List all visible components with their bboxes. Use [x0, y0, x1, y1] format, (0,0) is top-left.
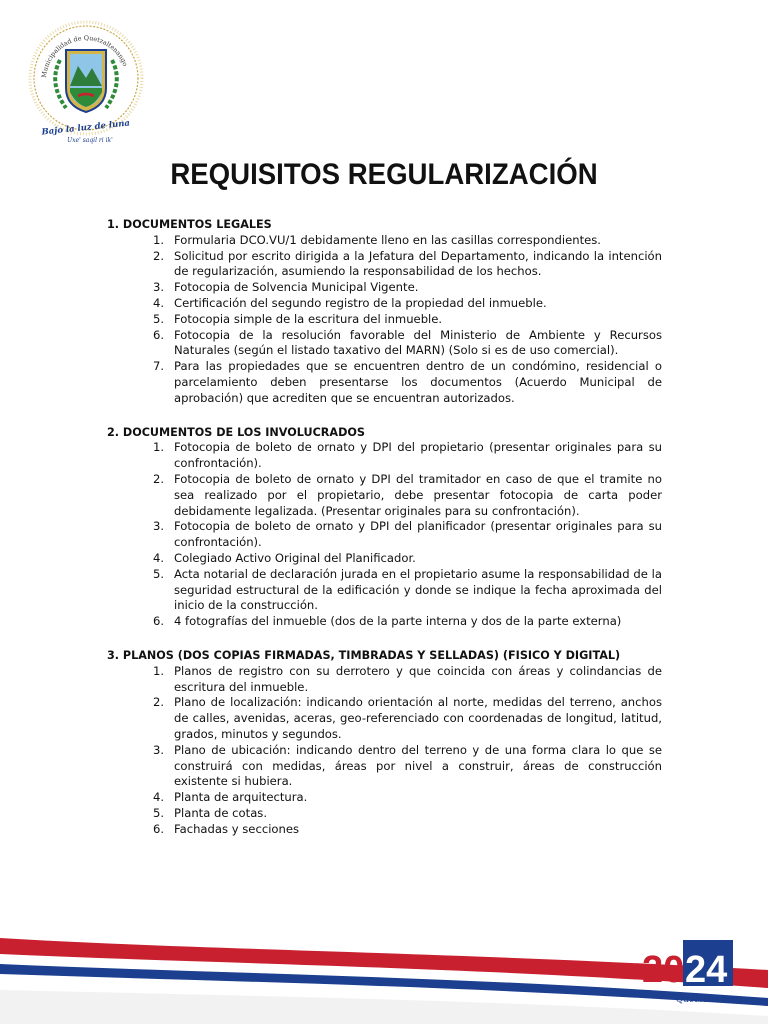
item-number: 6.: [153, 327, 165, 342]
list-item: [107, 806, 662, 822]
requirements-list: [107, 233, 662, 407]
list-item: [107, 359, 662, 406]
document-title: REQUISITOS REGULARIZACIÓN: [170, 158, 598, 191]
item-number: 3.: [153, 742, 165, 757]
item-text: Fotocopia simple de la escritura del inmueble.: [174, 311, 443, 326]
item-text: Planta de cotas.: [174, 805, 268, 820]
item-number: 2.: [153, 471, 165, 486]
footer-city-signature: Quetzaltenango: [676, 995, 749, 1005]
item-number: 6.: [153, 614, 165, 629]
item-text: Planos de registro con su derrotero y que coincida con áreas y colindancias de escritura del inmueble.: [174, 663, 662, 694]
item-text: Fotocopia de Solvencia Municipal Vigente.: [174, 280, 419, 295]
section-legal-documents: [107, 217, 662, 407]
year-prefix: 20: [642, 949, 685, 991]
requirements-content: [107, 217, 662, 855]
item-text: Colegiado Activo Original del Planificador.: [174, 550, 416, 565]
item-text: Planta de arquitectura.: [174, 790, 308, 805]
list-item: [107, 743, 662, 790]
item-text: Plano de localización: indicando orientación al norte, medidas del terreno, anchos de calles, avenidas, aceras, geo-referenciado con coordenadas de longitud, latitud, grados, minutos y segundos.: [174, 695, 662, 741]
item-text: Fotocopia de boleto de ornato y DPI del planificador (presentar originales para su confrontación).: [174, 519, 662, 550]
list-item: [107, 822, 662, 838]
requirements-list: [107, 664, 662, 838]
list-item: [107, 328, 662, 360]
item-number: 1.: [153, 232, 165, 247]
item-number: 2.: [153, 695, 165, 710]
list-item: [107, 664, 662, 696]
section-heading: 1. DOCUMENTOS LEGALES: [107, 218, 272, 231]
list-item: [107, 472, 662, 519]
item-text: Fotocopia de boleto de ornato y DPI del propietario (presentar originales para su confrontación).: [174, 440, 662, 471]
item-number: 3.: [153, 519, 165, 534]
item-text: Plano de ubicación: indicando dentro del terreno y de una forma clara lo que se construirá con medidas, áreas por nivel a construir, áreas de construcción existente si hubiera.: [174, 742, 662, 789]
item-number: 6.: [153, 821, 165, 836]
list-item: [107, 233, 662, 249]
item-text: Certificación del segundo registro de la propiedad del inmueble.: [174, 295, 547, 310]
item-text: 4 fotografías del inmueble (dos de la parte interna y dos de la parte externa): [174, 614, 622, 629]
logo-motto: Bajo la luz de luna: [41, 118, 131, 138]
list-item: [107, 567, 662, 614]
item-text: Fachadas y secciones: [174, 821, 300, 836]
item-text: Acta notarial de declaración jurada en el propietario asume la responsabilidad de la seguridad estructural de la edificación y donde se indique la fecha aproximada del inicio de la construcción.: [174, 566, 662, 613]
list-item: [107, 280, 662, 296]
item-number: 5.: [153, 805, 165, 820]
item-text: Formularia DCO.VU/1 debidamente lleno en las casillas correspondientes.: [174, 232, 601, 247]
item-number: 5.: [153, 311, 165, 326]
list-item: [107, 614, 662, 630]
section-involved-documents: [107, 425, 662, 630]
logo-ring-text: Municipalidad de Quetzaltenango: [39, 33, 130, 79]
item-text: Para las propiedades que se encuentren dentro de un condómino, residencial o parcelamiento deben presentarse los documentos (Acuerdo Municipal de aprobación) que acrediten que se encuentran autorizados.: [174, 359, 662, 405]
list-item: [107, 249, 662, 281]
item-text: Fotocopia de la resolución favorable del Ministerio de Ambiente y Recursos Naturales (según el listado taxativo del MARN) (Solo si es de uso comercial).: [174, 327, 662, 358]
requirements-list: [107, 440, 662, 630]
list-item: [107, 519, 662, 551]
item-number: 3.: [153, 280, 165, 295]
year-suffix: 24: [685, 949, 728, 991]
item-number: 4.: [153, 295, 165, 310]
item-number: 1.: [153, 440, 165, 455]
item-number: 1.: [153, 663, 165, 678]
item-number: 5.: [153, 566, 165, 581]
item-text: Fotocopia de boleto de ornato y DPI del tramitador en caso de que el tramite no sea realizado por el propietario, debe presentar fotocopia de carta poder debidamente legalizada. (Presentar originales para su confrontación).: [174, 471, 662, 518]
section-heading: 3. PLANOS (DOS COPIAS FIRMADAS, TIMBRADAS Y SELLADAS) (FISICO Y DIGITAL): [107, 648, 621, 662]
item-number: 7.: [153, 359, 165, 374]
item-number: 2.: [153, 248, 165, 263]
item-number: 4.: [153, 790, 165, 805]
list-item: [107, 790, 662, 806]
logo-submotto: Uxe' saqil ri ik': [67, 137, 113, 144]
list-item: [107, 551, 662, 567]
item-text: Solicitud por escrito dirigida a la Jefatura del Departamento, indicando la intención de regularización, asumiendo la responsabilidad de los hechos.: [174, 248, 662, 279]
list-item: [107, 312, 662, 328]
municipal-seal-logo: [18, 8, 148, 158]
list-item: [107, 695, 662, 742]
section-heading: 2. DOCUMENTOS DE LOS INVOLUCRADOS: [107, 425, 365, 439]
list-item: [107, 440, 662, 472]
footer-banner: [0, 930, 768, 1024]
list-item: [107, 296, 662, 312]
section-plans: [107, 648, 662, 838]
item-number: 4.: [153, 550, 165, 565]
